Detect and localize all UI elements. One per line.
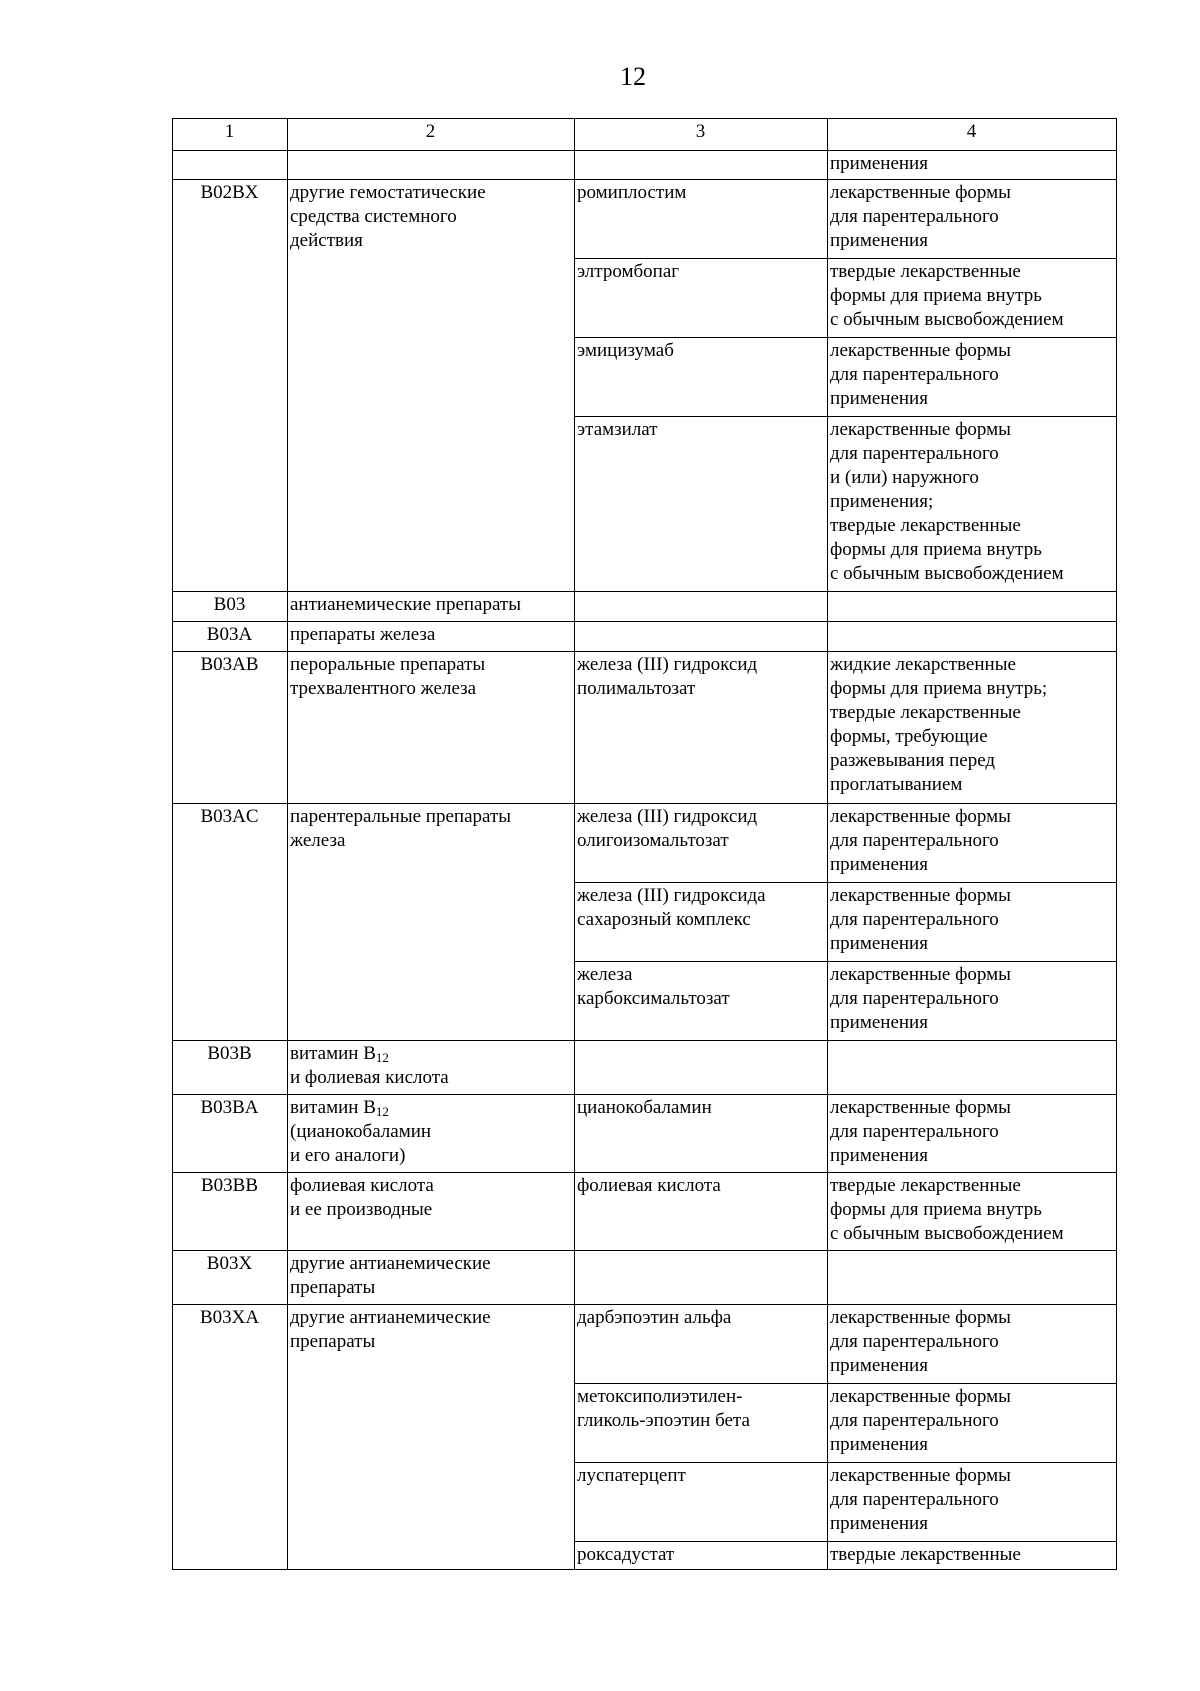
dosage-form-cell: лекарственные формы для парентерального применения (828, 1095, 1117, 1173)
table-row (173, 151, 1117, 180)
table-row (173, 804, 1117, 883)
drug-cell (575, 1041, 828, 1095)
code-cell: B03XA (173, 1305, 288, 1570)
code-cell: B03X (173, 1251, 288, 1305)
dosage-form-cell: твердые лекарственные (828, 1542, 1117, 1570)
name-text: и фолиевая кислота (290, 1067, 449, 1088)
group-name-cell (288, 1041, 575, 1095)
dosage-form-cell: жидкие лекарственные формы для приема внутрь; твердые лекарственные формы, требующие разжевывания перед проглатыванием (828, 652, 1117, 804)
name-text: витамин B (290, 1097, 376, 1118)
name-text: (цианокобаламин и его аналоги) (290, 1121, 432, 1166)
drug-cell: фолиевая кислота (575, 1173, 828, 1251)
code-cell: B03AC (173, 804, 288, 1041)
table-row (173, 180, 1117, 259)
dosage-form-cell: лекарственные формы для парентерального и (или) наружного применения; твердые лекарственные формы для приема внутрь с обычным высвобождением (828, 417, 1117, 592)
group-name-cell: препараты железа (288, 622, 575, 652)
dosage-form-cell: лекарственные формы для парентерального применения (828, 804, 1117, 883)
code-cell: B03B (173, 1041, 288, 1095)
header-cell-2: 2 (288, 119, 575, 151)
drug-cell: метоксиполиэтилен- гликоль-эпоэтин бета (575, 1384, 828, 1463)
dosage-form-cell: лекарственные формы для парентерального применения (828, 180, 1117, 259)
table-row (173, 1251, 1117, 1305)
table-header-row (173, 119, 1117, 151)
dosage-form-cell (828, 1041, 1117, 1095)
drug-cell (575, 592, 828, 622)
table-row (173, 652, 1117, 804)
drug-cell: железа карбоксимальтозат (575, 962, 828, 1041)
code-cell (173, 151, 288, 180)
header-cell-3: 3 (575, 119, 828, 151)
subscript-text: 12 (375, 1104, 389, 1119)
dosage-form-cell: лекарственные формы для парентерального применения (828, 1384, 1117, 1463)
group-name-cell (288, 151, 575, 180)
group-name-cell (288, 1095, 575, 1173)
group-name-cell: парентеральные препараты железа (288, 804, 575, 1041)
group-name-cell: другие антианемические препараты (288, 1305, 575, 1570)
table-row (173, 1095, 1117, 1173)
drug-cell: роксадустат (575, 1542, 828, 1570)
drug-cell: цианокобаламин (575, 1095, 828, 1173)
drug-cell: луспатерцепт (575, 1463, 828, 1542)
drug-cell (575, 1251, 828, 1305)
drug-cell: дарбэпоэтин альфа (575, 1305, 828, 1384)
group-name-cell: антианемические препараты (288, 592, 575, 622)
drug-cell: железа (III) гидроксид олигоизомальтозат (575, 804, 828, 883)
group-name-cell: пероральные препараты трехвалентного железа (288, 652, 575, 804)
drug-cell: ромиплостим (575, 180, 828, 259)
subscript-text: 12 (375, 1050, 389, 1065)
code-cell: B03BB (173, 1173, 288, 1251)
group-name-cell: другие антианемические препараты (288, 1251, 575, 1305)
dosage-form-cell (828, 622, 1117, 652)
dosage-form-cell (828, 592, 1117, 622)
page-number: 12 (620, 62, 646, 91)
drug-cell: этамзилат (575, 417, 828, 592)
dosage-form-cell: твердые лекарственные формы для приема внутрь с обычным высвобождением (828, 259, 1117, 338)
group-name-cell: фолиевая кислота и ее производные (288, 1173, 575, 1251)
table-row (173, 1173, 1117, 1251)
drug-cell: элтромбопаг (575, 259, 828, 338)
dosage-form-cell: лекарственные формы для парентерального применения (828, 1305, 1117, 1384)
table-row (173, 1041, 1117, 1095)
group-name-cell: другие гемостатические средства системного действия (288, 180, 575, 592)
drug-cell: железа (III) гидроксид полимальтозат (575, 652, 828, 804)
code-cell: B03A (173, 622, 288, 652)
dosage-form-cell: применения (828, 151, 1117, 180)
header-cell-1: 1 (173, 119, 288, 151)
code-cell: B03BA (173, 1095, 288, 1173)
table-row (173, 622, 1117, 652)
dosage-form-cell: твердые лекарственные формы для приема внутрь с обычным высвобождением (828, 1173, 1117, 1251)
dosage-form-cell (828, 1251, 1117, 1305)
drug-cell: железа (III) гидроксида сахарозный комплекс (575, 883, 828, 962)
dosage-form-cell: лекарственные формы для парентерального применения (828, 1463, 1117, 1542)
code-cell: B02BX (173, 180, 288, 592)
dosage-form-cell: лекарственные формы для парентерального применения (828, 962, 1117, 1041)
drug-cell: эмицизумаб (575, 338, 828, 417)
table-row (173, 1305, 1117, 1384)
dosage-form-cell: лекарственные формы для парентерального применения (828, 883, 1117, 962)
header-cell-4: 4 (828, 119, 1117, 151)
code-cell: B03 (173, 592, 288, 622)
drug-classification-table (172, 118, 1117, 1570)
drug-cell (575, 622, 828, 652)
table-row (173, 592, 1117, 622)
code-cell: B03AB (173, 652, 288, 804)
name-text: витамин B (290, 1043, 376, 1064)
drug-cell (575, 151, 828, 180)
dosage-form-cell: лекарственные формы для парентерального применения (828, 338, 1117, 417)
